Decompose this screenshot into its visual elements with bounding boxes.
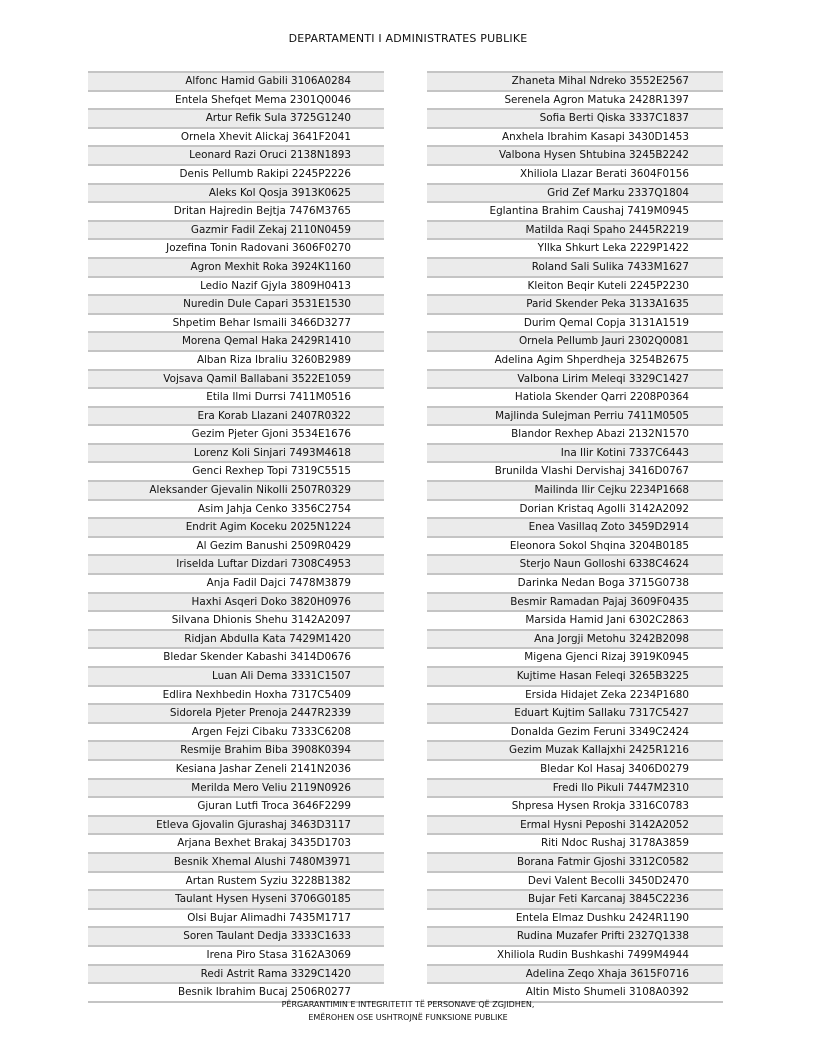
- list-item: Enea Vasillaq Zoto 3459D2914: [427, 517, 723, 536]
- list-item: Valbona Hysen Shtubina 3245B2242: [427, 145, 723, 164]
- list-item: Sidorela Pjeter Prenoja 2447R2339: [88, 703, 384, 722]
- list-item: Ana Jorgji Metohu 3242B2098: [427, 629, 723, 648]
- list-item: Ledio Nazif Gjyla 3809H0413: [88, 276, 384, 295]
- list-item: Riti Ndoc Rushaj 3178A3859: [427, 833, 723, 852]
- list-item: Entela Shefqet Mema 2301Q0046: [88, 90, 384, 109]
- list-item: Grid Zef Marku 2337Q1804: [427, 183, 723, 202]
- list-item: Sofia Berti Qiska 3337C1837: [427, 108, 723, 127]
- list-item: Dorian Kristaq Agolli 3142A2092: [427, 499, 723, 518]
- list-item: Majlinda Sulejman Perriu 7411M0505: [427, 406, 723, 425]
- list-item: Aleksander Gjevalin Nikolli 2507R0329: [88, 480, 384, 499]
- page-title: DEPARTAMENTI I ADMINISTRATES PUBLIKE: [288, 32, 528, 45]
- list-item: Irena Piro Stasa 3162A3069: [88, 945, 384, 964]
- left-name-list: [88, 71, 384, 1003]
- list-item: Kujtime Hasan Feleqi 3265B3225: [427, 666, 723, 685]
- list-item: Hatiola Skender Qarri 2208P0364: [427, 387, 723, 406]
- list-item: Marsida Hamid Jani 6302C2863: [427, 610, 723, 629]
- list-item: Matilda Raqi Spaho 2445R2219: [427, 220, 723, 239]
- list-item: Al Gezim Banushi 2509R0429: [88, 536, 384, 555]
- list-item: Xhiliola Llazar Berati 3604F0156: [427, 164, 723, 183]
- list-item: Edlira Nexhbedin Hoxha 7317C5409: [88, 685, 384, 704]
- list-item: Ornela Pellumb Jauri 2302Q0081: [427, 331, 723, 350]
- list-item: Xhiliola Rudin Bushkashi 7499M4944: [427, 945, 723, 964]
- list-item: Jozefina Tonin Radovani 3606F0270: [88, 238, 384, 257]
- list-item: Iriselda Luftar Dizdari 7308C4953: [88, 554, 384, 573]
- list-item: Gazmir Fadil Zekaj 2110N0459: [88, 220, 384, 239]
- list-item: Artur Refik Sula 3725G1240: [88, 108, 384, 127]
- list-item: Blandor Rexhep Abazi 2132N1570: [427, 424, 723, 443]
- list-item: Yllka Shkurt Leka 2229P1422: [427, 238, 723, 257]
- page-footer: [0, 998, 816, 1024]
- list-item: Serenela Agron Matuka 2428R1397: [427, 90, 723, 109]
- list-item: Shpetim Behar Ismaili 3466D3277: [88, 313, 384, 332]
- list-item: Alfonc Hamid Gabili 3106A0284: [88, 71, 384, 90]
- list-item: Besnik Xhemal Alushi 7480M3971: [88, 852, 384, 871]
- list-item: Sterjo Naun Golloshi 6338C4624: [427, 554, 723, 573]
- list-item: Donalda Gezim Feruni 3349C2424: [427, 722, 723, 741]
- list-item: Leonard Razi Oruci 2138N1893: [88, 145, 384, 164]
- list-item: Alban Riza Ibraliu 3260B2989: [88, 350, 384, 369]
- list-item: Haxhi Asqeri Doko 3820H0976: [88, 592, 384, 611]
- list-item: Roland Sali Sulika 7433M1627: [427, 257, 723, 276]
- list-item: Ersida Hidajet Zeka 2234P1680: [427, 685, 723, 704]
- list-item: Entela Elmaz Dushku 2424R1190: [427, 908, 723, 927]
- list-item: Bledar Kol Hasaj 3406D0279: [427, 759, 723, 778]
- list-item: Genci Rexhep Topi 7319C5515: [88, 461, 384, 480]
- list-item: Besmir Ramadan Pajaj 3609F0435: [427, 592, 723, 611]
- list-item: Dritan Hajredin Bejtja 7476M3765: [88, 201, 384, 220]
- list-item: Anja Fadil Dajci 7478M3879: [88, 573, 384, 592]
- list-item: Gezim Pjeter Gjoni 3534E1676: [88, 424, 384, 443]
- list-item: Eleonora Sokol Shqina 3204B0185: [427, 536, 723, 555]
- list-item: Darinka Nedan Boga 3715G0738: [427, 573, 723, 592]
- list-item: Eglantina Brahim Caushaj 7419M0945: [427, 201, 723, 220]
- list-item: Borana Fatmir Gjoshi 3312C0582: [427, 852, 723, 871]
- footer-line-1: PËRGARANTIMIN E INTEGRITETIT TË PERSONAVE QË ZGJIDHEN,: [281, 1000, 535, 1009]
- list-item: Arjana Bexhet Brakaj 3435D1703: [88, 833, 384, 852]
- list-item: Kesiana Jashar Zeneli 2141N2036: [88, 759, 384, 778]
- list-item: Mailinda Ilir Cejku 2234P1668: [427, 480, 723, 499]
- list-item: Argen Fejzi Cibaku 7333C6208: [88, 722, 384, 741]
- list-item: Artan Rustem Syziu 3228B1382: [88, 871, 384, 890]
- list-item: Soren Taulant Dedja 3333C1633: [88, 926, 384, 945]
- list-item: Ermal Hysni Peposhi 3142A2052: [427, 815, 723, 834]
- list-item: Parid Skender Peka 3133A1635: [427, 294, 723, 313]
- list-item: Era Korab Llazani 2407R0322: [88, 406, 384, 425]
- list-item: Shpresa Hysen Rrokja 3316C0783: [427, 796, 723, 815]
- list-item: Valbona Lirim Meleqi 3329C1427: [427, 369, 723, 388]
- list-item: Altin Misto Shumeli 3108A0392: [427, 982, 723, 1003]
- right-name-list: [427, 71, 723, 1003]
- list-item: Asim Jahja Cenko 3356C2754: [88, 499, 384, 518]
- footer-line-2: EMËROHEN OSE USHTROJNË FUNKSIONE PUBLIKE: [308, 1013, 508, 1022]
- list-item: Silvana Dhionis Shehu 3142A2097: [88, 610, 384, 629]
- list-item: Rudina Muzafer Prifti 2327Q1338: [427, 926, 723, 945]
- list-item: Taulant Hysen Hyseni 3706G0185: [88, 889, 384, 908]
- list-item: Kleiton Beqir Kuteli 2245P2230: [427, 276, 723, 295]
- list-item: Vojsava Qamil Ballabani 3522E1059: [88, 369, 384, 388]
- list-item: Merilda Mero Veliu 2119N0926: [88, 778, 384, 797]
- list-item: Besnik Ibrahim Bucaj 2506R0277: [88, 982, 384, 1003]
- list-item: Migena Gjenci Rizaj 3919K0945: [427, 647, 723, 666]
- list-item: Bledar Skender Kabashi 3414D0676: [88, 647, 384, 666]
- list-item: Ornela Xhevit Alickaj 3641F2041: [88, 127, 384, 146]
- list-item: Zhaneta Mihal Ndreko 3552E2567: [427, 71, 723, 90]
- list-item: Redi Astrit Rama 3329C1420: [88, 964, 384, 983]
- list-item: Ina Ilir Kotini 7337C6443: [427, 443, 723, 462]
- list-item: Olsi Bujar Alimadhi 7435M1717: [88, 908, 384, 927]
- list-item: Anxhela Ibrahim Kasapi 3430D1453: [427, 127, 723, 146]
- list-item: Fredi Ilo Pikuli 7447M2310: [427, 778, 723, 797]
- list-item: Endrit Agim Koceku 2025N1224: [88, 517, 384, 536]
- list-item: Devi Valent Becolli 3450D2470: [427, 871, 723, 890]
- list-item: Durim Qemal Copja 3131A1519: [427, 313, 723, 332]
- list-item: Denis Pellumb Rakipi 2245P2226: [88, 164, 384, 183]
- list-item: Etleva Gjovalin Gjurashaj 3463D3117: [88, 815, 384, 834]
- list-item: Morena Qemal Haka 2429R1410: [88, 331, 384, 350]
- list-item: Ridjan Abdulla Kata 7429M1420: [88, 629, 384, 648]
- list-item: Gjuran Lutfi Troca 3646F2299: [88, 796, 384, 815]
- list-item: Agron Mexhit Roka 3924K1160: [88, 257, 384, 276]
- list-item: Resmije Brahim Biba 3908K0394: [88, 740, 384, 759]
- list-item: Nuredin Dule Capari 3531E1530: [88, 294, 384, 313]
- list-item: Adelina Agim Shperdheja 3254B2675: [427, 350, 723, 369]
- list-item: Brunilda Vlashi Dervishaj 3416D0767: [427, 461, 723, 480]
- list-item: Luan Ali Dema 3331C1507: [88, 666, 384, 685]
- list-item: Eduart Kujtim Sallaku 7317C5427: [427, 703, 723, 722]
- list-item: Etila Ilmi Durrsi 7411M0516: [88, 387, 384, 406]
- list-item: Lorenz Koli Sinjari 7493M4618: [88, 443, 384, 462]
- list-item: Gezim Muzak Kallajxhi 2425R1216: [427, 740, 723, 759]
- list-item: Adelina Zeqo Xhaja 3615F0716: [427, 964, 723, 983]
- list-item: Bujar Feti Karcanaj 3845C2236: [427, 889, 723, 908]
- list-item: Aleks Kol Qosja 3913K0625: [88, 183, 384, 202]
